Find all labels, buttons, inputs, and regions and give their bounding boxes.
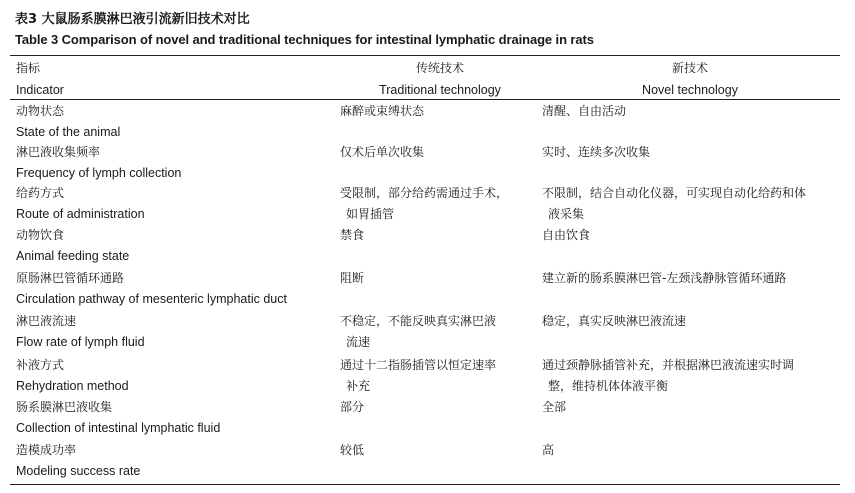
header-indicator-cn: 指标 [16, 61, 41, 75]
traditional-cell [340, 440, 364, 461]
novel-line: 高 [542, 443, 555, 457]
indicator-cn: 动物状态 [16, 104, 65, 118]
table-header-rule [10, 99, 840, 100]
traditional-line: 受限制，部分给药需通过手术， [340, 186, 509, 200]
table-caption-cn: 表3 大鼠肠系膜淋巴液引流新旧技术对比 [15, 12, 250, 27]
novel-line: 全部 [542, 400, 567, 414]
indicator-cn: 肠系膜淋巴液收集 [16, 400, 113, 414]
traditional-line: 仅术后单次收集 [340, 145, 425, 159]
traditional-line: 流速 [346, 335, 371, 349]
indicator-en: Modeling success rate [16, 464, 141, 478]
traditional-line: 不稳定，不能反映真实淋巴液 [340, 314, 497, 328]
traditional-cell [340, 397, 364, 418]
indicator-en: Animal feeding state [16, 249, 130, 263]
novel-line: 不限制，结合自动化仪器，可实现自动化给药和体 [542, 186, 807, 200]
traditional-line: 麻醉或束缚状态 [340, 104, 425, 118]
novel-line: 通过颈静脉插管补充，并根据淋巴液流速实时调 [542, 358, 795, 372]
traditional-line: 禁食 [340, 228, 365, 242]
header-traditional-cn: 传统技术 [415, 61, 464, 75]
header-indicator-en: Indicator [16, 83, 64, 97]
traditional-cell [340, 311, 496, 353]
novel-line: 整，维持机体体液平衡 [548, 379, 669, 393]
indicator-cn: 给药方式 [16, 186, 65, 200]
novel-cell [542, 268, 786, 289]
traditional-cell [340, 268, 364, 289]
traditional-line: 如胃插管 [346, 207, 395, 221]
indicator-en: Collection of intestinal lymphatic fluid [16, 421, 221, 435]
table-bottom-rule [10, 484, 840, 485]
novel-cell [542, 355, 794, 397]
indicator-en: State of the animal [16, 125, 121, 139]
indicator-cn: 补液方式 [16, 358, 65, 372]
novel-cell [542, 397, 566, 418]
traditional-line: 较低 [340, 443, 365, 457]
traditional-cell [340, 142, 424, 163]
traditional-line: 通过十二指肠插管以恒定速率 [340, 358, 497, 372]
traditional-line: 部分 [340, 400, 365, 414]
indicator-cn: 造模成功率 [16, 443, 77, 457]
novel-cell [542, 101, 626, 122]
indicator-cn: 淋巴液收集频率 [16, 145, 101, 159]
novel-line: 稳定，真实反映淋巴液流速 [542, 314, 687, 328]
header-traditional-en: Traditional technology [379, 83, 501, 97]
table-caption-en: Table 3 Comparison of novel and traditional techniques for intestinal lymphatic drainage in rats [15, 32, 594, 47]
traditional-line: 阻断 [340, 271, 365, 285]
table-top-rule [10, 55, 840, 56]
traditional-cell [340, 355, 496, 397]
novel-cell [542, 311, 686, 332]
novel-line: 液采集 [548, 207, 585, 221]
header-novel-cn: 新技术 [671, 61, 708, 75]
novel-line: 实时、连续多次收集 [542, 145, 651, 159]
indicator-en: Circulation pathway of mesenteric lymphatic duct [16, 292, 287, 306]
traditional-cell [340, 101, 424, 122]
traditional-cell [340, 225, 364, 246]
novel-cell [542, 142, 650, 163]
header-novel-en: Novel technology [642, 83, 738, 97]
novel-line: 建立新的肠系膜淋巴管-左颈浅静脉管循环通路 [542, 271, 787, 285]
indicator-en: Route of administration [16, 207, 145, 221]
traditional-line: 补充 [346, 379, 371, 393]
novel-line: 自由饮食 [542, 228, 591, 242]
novel-line: 清醒、自由活动 [542, 104, 627, 118]
indicator-cn: 淋巴液流速 [16, 314, 77, 328]
traditional-cell [340, 183, 508, 225]
novel-cell [542, 183, 806, 225]
novel-cell [542, 440, 554, 461]
indicator-en: Flow rate of lymph fluid [16, 335, 145, 349]
indicator-en: Rehydration method [16, 379, 129, 393]
indicator-en: Frequency of lymph collection [16, 166, 182, 180]
indicator-cn: 原肠淋巴管循环通路 [16, 271, 125, 285]
indicator-cn: 动物饮食 [16, 228, 65, 242]
novel-cell [542, 225, 590, 246]
